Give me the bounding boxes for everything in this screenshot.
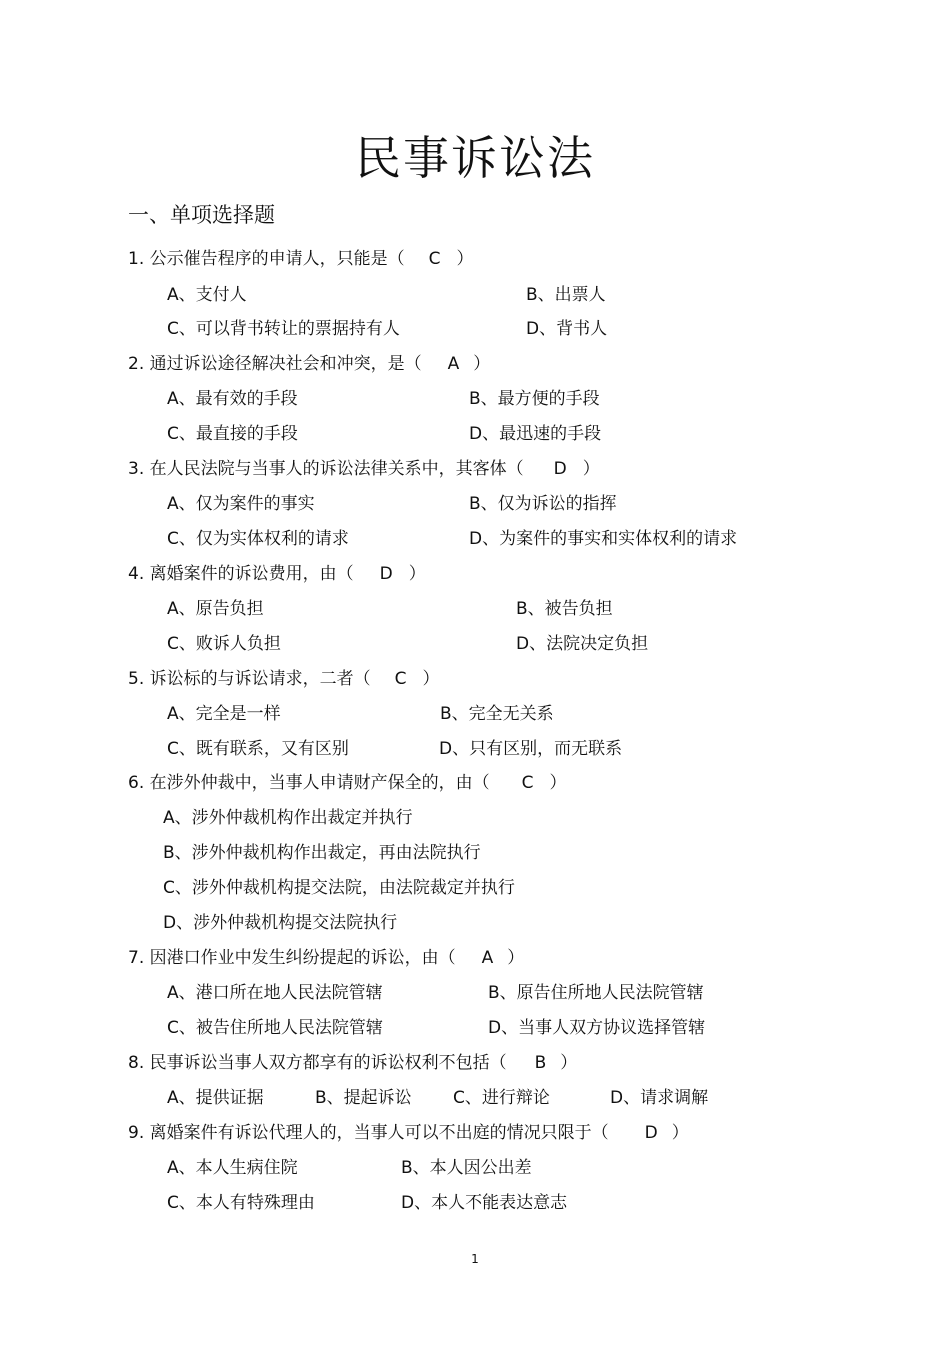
option-a: A、港口所在地人民法院管辖 (167, 983, 383, 1003)
option-a: A、本人生病住院 (167, 1158, 298, 1178)
option-a: A、支付人 (167, 285, 247, 305)
option-b: B、完全无关系 (440, 704, 554, 724)
question-stem: 2. 通过诉讼途径解决社会和冲突，是（ (128, 354, 422, 374)
answer: C (394, 669, 407, 689)
page-title: 民事诉讼法 (355, 131, 595, 185)
option-a: A、提供证据 (167, 1088, 264, 1108)
option-a: A、最有效的手段 (167, 389, 298, 409)
close-paren: ） (582, 459, 600, 479)
option-d: D、涉外仲裁机构提交法院执行 (163, 913, 398, 933)
question-stem: 4. 离婚案件的诉讼费用，由（ (128, 564, 354, 584)
option-d: D、为案件的事实和实体权利的请求 (469, 529, 738, 549)
option-b: B、涉外仲裁机构作出裁定，再由法院执行 (163, 843, 481, 863)
question-9 (128, 1121, 689, 1145)
option-b: B、本人因公出差 (401, 1158, 532, 1178)
option-a: A、完全是一样 (167, 704, 281, 724)
option-c: C、进行辩论 (453, 1088, 550, 1108)
question-6 (128, 771, 567, 795)
option-d: D、最迅速的手段 (469, 424, 602, 444)
option-d: D、当事人双方协议选择管辖 (488, 1018, 706, 1038)
question-2 (128, 352, 490, 376)
option-b: B、原告住所地人民法院管辖 (488, 983, 704, 1003)
close-paren: ） (408, 564, 426, 584)
close-paren: ） (671, 1123, 689, 1143)
option-d: D、背书人 (526, 319, 608, 339)
option-a: A、仅为案件的事实 (167, 494, 315, 514)
question-8 (128, 1051, 577, 1075)
answer: A (447, 354, 460, 374)
close-paren: ） (549, 773, 567, 793)
option-c: C、涉外仲裁机构提交法院，由法院裁定并执行 (163, 878, 515, 898)
answer: B (534, 1053, 547, 1073)
close-paren: ） (473, 354, 491, 374)
question-stem: 1. 公示催告程序的申请人，只能是（ (128, 249, 405, 269)
option-c: C、败诉人负担 (167, 634, 281, 654)
question-4 (128, 562, 426, 586)
option-c: C、本人有特殊理由 (167, 1193, 315, 1213)
question-stem: 6. 在涉外仲裁中，当事人申请财产保全的，由（ (128, 773, 490, 793)
option-c: C、最直接的手段 (167, 424, 298, 444)
option-c: C、可以背书转让的票据持有人 (167, 319, 400, 339)
close-paren: ） (507, 948, 525, 968)
answer: D (553, 459, 567, 479)
option-d: D、请求调解 (610, 1088, 709, 1108)
option-b: B、出票人 (526, 285, 606, 305)
answer: D (379, 564, 393, 584)
answer: C (521, 773, 534, 793)
option-c: C、既有联系，又有区别 (167, 739, 349, 759)
question-3 (128, 457, 600, 481)
close-paren: ） (422, 669, 440, 689)
question-stem: 7. 因港口作业中发生纠纷提起的诉讼，由（ (128, 948, 456, 968)
question-stem: 3. 在人民法院与当事人的诉讼法律关系中，其客体（ (128, 459, 524, 479)
option-c: C、仅为实体权利的请求 (167, 529, 349, 549)
question-5 (128, 667, 440, 691)
answer: D (644, 1123, 658, 1143)
option-d: D、法院决定负担 (516, 634, 649, 654)
question-stem: 8. 民事诉讼当事人双方都享有的诉讼权利不包括（ (128, 1053, 507, 1073)
question-stem: 5. 诉讼标的与诉讼请求，二者（ (128, 669, 371, 689)
option-d: D、只有区别，而无联系 (439, 739, 623, 759)
option-b: B、提起诉讼 (315, 1088, 412, 1108)
question-stem: 9. 离婚案件有诉讼代理人的，当事人可以不出庭的情况只限于（ (128, 1123, 609, 1143)
question-1 (128, 247, 474, 271)
option-a: A、原告负担 (167, 599, 264, 619)
answer: A (481, 948, 494, 968)
close-paren: ） (456, 249, 474, 269)
option-d: D、本人不能表达意志 (401, 1193, 568, 1213)
option-b: B、被告负担 (516, 599, 613, 619)
option-a: A、涉外仲裁机构作出裁定并执行 (163, 808, 413, 828)
page-number: 1 (471, 1252, 479, 1266)
option-b: B、最方便的手段 (469, 389, 600, 409)
question-7 (128, 946, 524, 970)
section-heading: 一、单项选择题 (128, 203, 275, 227)
option-c: C、被告住所地人民法院管辖 (167, 1018, 383, 1038)
option-b: B、仅为诉讼的指挥 (469, 494, 617, 514)
close-paren: ） (560, 1053, 578, 1073)
answer: C (428, 249, 441, 269)
